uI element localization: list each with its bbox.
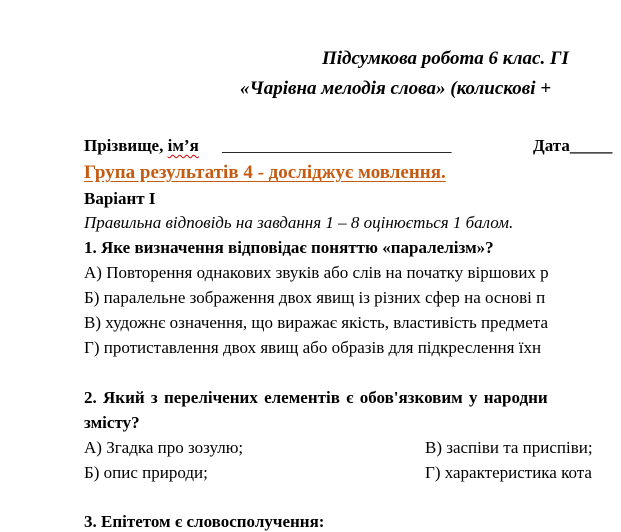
group-heading: Група результатів 4 - досліджує мовлення. — [84, 162, 446, 183]
document-title-line-1: Підсумкова робота 6 клас. ГІ — [322, 48, 569, 69]
question-2-text-line-2: змісту? — [84, 413, 140, 432]
question-1-option-d: Г) протиставлення двох явищ або образів для підкреслення їхн — [84, 338, 542, 357]
question-3-text: 3. Епітетом є словосполучення: — [84, 512, 325, 531]
question-1-option-c: В) художнє означення, що виражає якість, властивість предмета — [84, 313, 548, 332]
surname-blank-field: ___________________________ — [222, 136, 452, 155]
variant-label: Варіант І — [84, 189, 156, 208]
question-2-text-line-1: 2. Який з перелічених елементів є обов'язковим у народни — [84, 388, 548, 407]
question-1-option-b: Б) паралельне зображення двох явищ із різних сфер на основі п — [84, 288, 546, 307]
question-1-option-a: А) Повторення однакових звуків або слів на початку віршових р — [84, 263, 549, 282]
question-2-option-a: А) Згадка про зозулю; — [84, 438, 244, 457]
scoring-note: Правильна відповідь на завдання 1 – 8 оцінюється 1 балом. — [84, 213, 514, 232]
question-2-option-d: Г) характеристика кота — [425, 463, 592, 482]
date-field: Дата_____ — [533, 136, 613, 155]
surname-label-text: Прізвище, — [84, 136, 168, 155]
question-2-option-c: В) заспіви та приспіви; — [425, 438, 593, 457]
surname-label-name-word: ім’я — [167, 136, 199, 155]
surname-label — [84, 136, 199, 156]
question-2-option-b: Б) опис природи; — [84, 463, 208, 482]
question-1-text: 1. Яке визначення відповідає поняттю «паралелізм»? — [84, 238, 494, 257]
document-title-line-2: «Чарівна мелодія слова» (колискові + — [240, 78, 552, 99]
